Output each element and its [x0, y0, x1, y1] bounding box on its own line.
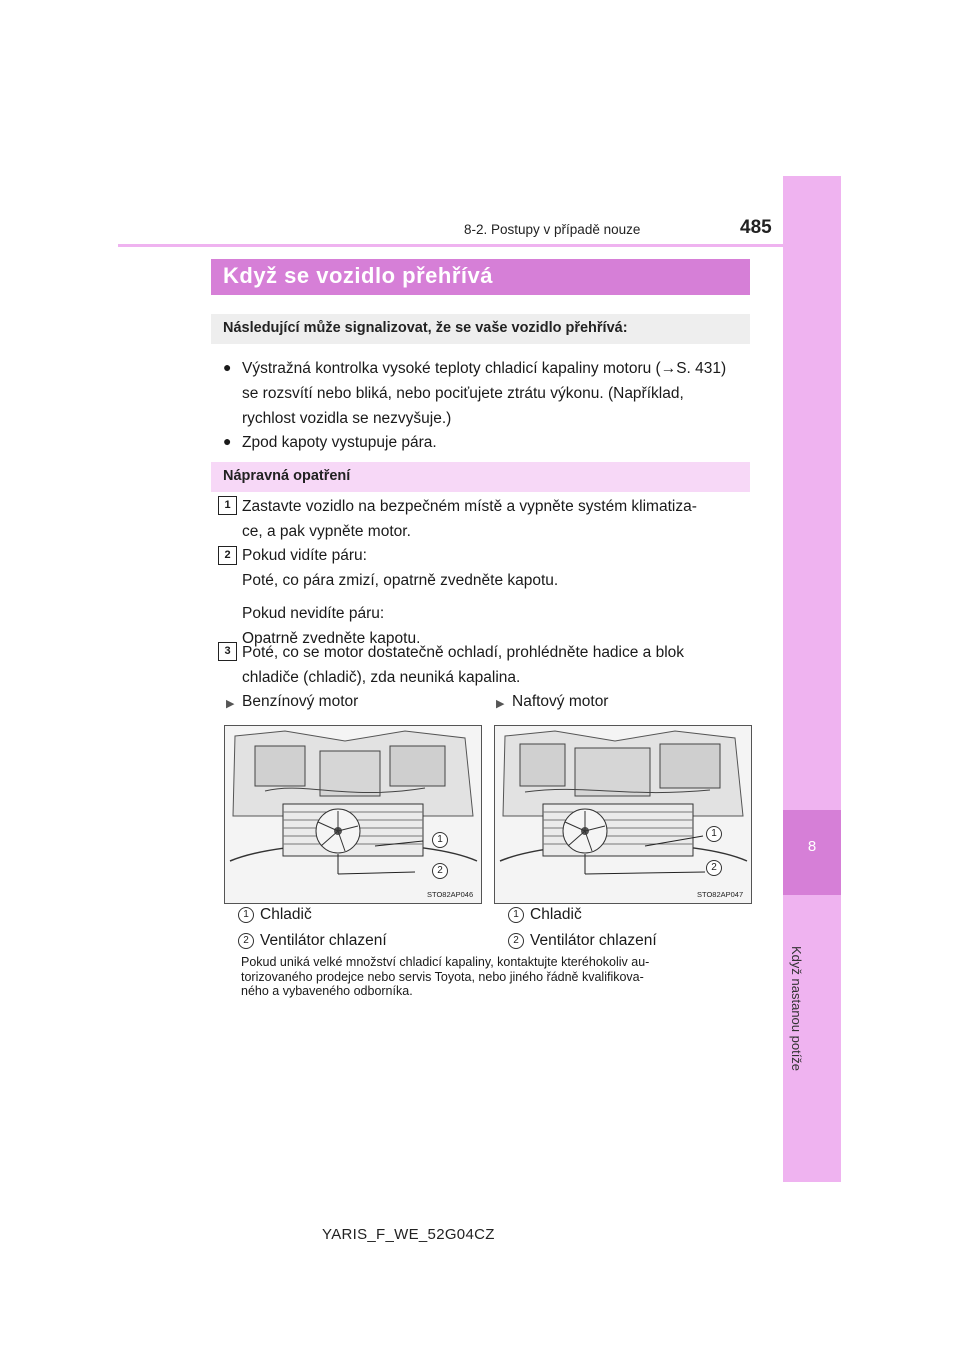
- section-title: Když se vozidlo přehřívá: [223, 263, 493, 288]
- figure-label-petrol: Benzínový motor: [242, 693, 359, 710]
- callout-2-petrol: 2: [432, 863, 448, 879]
- legend-number: 2: [508, 933, 524, 949]
- chapter-number: 8: [807, 838, 817, 855]
- figure-code-petrol: STO82AP046: [427, 890, 474, 899]
- triangle-bullet-icon: ▶: [226, 698, 235, 710]
- chapter-title-vertical: Když nastanou potíže: [789, 946, 804, 1072]
- legend-number: 2: [238, 933, 254, 949]
- triangle-bullet-icon: ▶: [496, 698, 505, 710]
- callout-1-diesel: 1: [706, 826, 722, 842]
- legend-text: Ventilátor chlazení: [530, 932, 657, 949]
- step-2-text: Pokud vidíte páru: Poté, co pára zmizí, opatrně zvedněte kapotu. Pokud nevidíte páru: Opatrně zvedněte kapotu.: [242, 547, 559, 647]
- step-number-box: 2: [218, 546, 237, 565]
- engine-bay-figure-diesel: [494, 725, 752, 904]
- step-3-text: Poté, co se motor dostatečně ochladí, prohlédněte hadice a blok chladiče (chladič), zda neuniká kapalina.: [242, 644, 685, 686]
- bullet-icon: ●: [223, 359, 232, 375]
- document-code-footer: YARIS_F_WE_52G04CZ: [322, 1226, 495, 1243]
- step-1-text: Zastavte vozidlo na bezpečném místě a vypněte systém klimatiza- ce, a pak vypněte motor.: [242, 498, 697, 540]
- callout-1-petrol: 1: [432, 832, 448, 848]
- step-number-box: 3: [218, 642, 237, 661]
- legend-number: 1: [508, 907, 524, 923]
- header-rule: [118, 244, 783, 247]
- running-header: 8-2. Postupy v případě nouze: [464, 222, 641, 237]
- engine-bay-drawing: [495, 726, 751, 903]
- page-number: 485: [740, 217, 772, 238]
- figure-code-diesel: STO82AP047: [697, 890, 744, 899]
- sign-item-1: Výstražná kontrolka vysoké teploty chladicí kapaliny motoru (→S. 431) se rozsvítí nebo bliká, nebo pociťujete ztrátu výkonu. (Například, rychlost vozidla se nezvyšuje.): [242, 360, 727, 427]
- note-paragraph: Pokud uniká velké množství chladicí kapaliny, kontaktujte kteréhokoliv au- torizovaného prodejce nebo servis Toyota, nebo jiného řádně kvalifikova- ného a vybaveného odborníka.: [241, 955, 650, 998]
- sign-item-2: Zpod kapoty vystupuje pára.: [242, 434, 437, 451]
- legend-number: 1: [238, 907, 254, 923]
- bullet-icon: ●: [223, 433, 232, 449]
- callout-2-diesel: 2: [706, 860, 722, 876]
- figure-label-diesel: Naftový motor: [512, 693, 609, 710]
- signs-heading: Následující může signalizovat, že se vaše vozidlo přehřívá:: [223, 320, 628, 336]
- legend-text: Ventilátor chlazení: [260, 932, 387, 949]
- step-number-box: 1: [218, 496, 237, 515]
- legend-text: Chladič: [260, 906, 312, 923]
- legend-text: Chladič: [530, 906, 582, 923]
- remedy-heading: Nápravná opatření: [223, 468, 351, 484]
